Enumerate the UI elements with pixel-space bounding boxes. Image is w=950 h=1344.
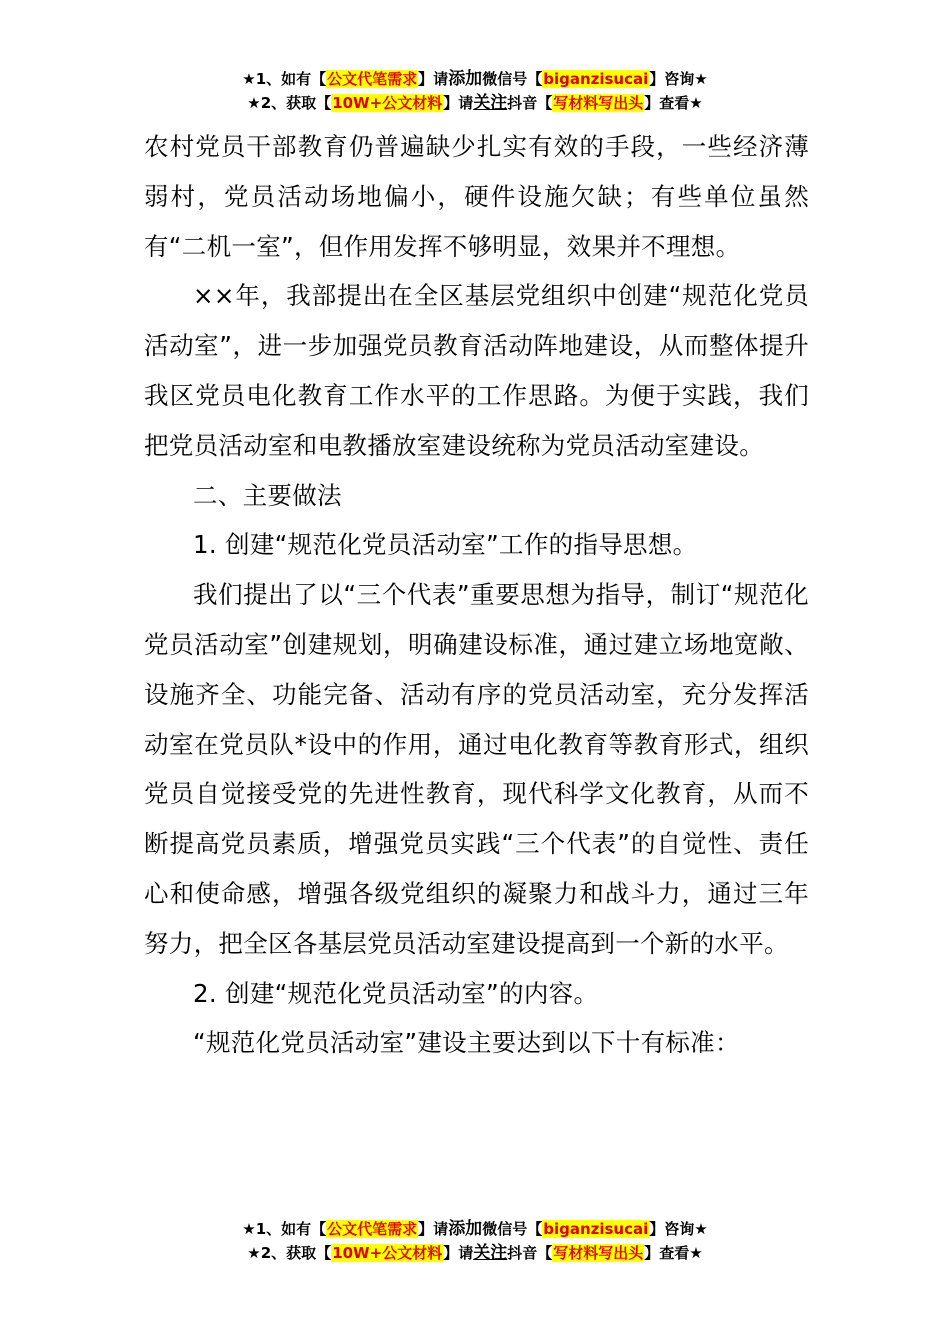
highlight-douyin-account: 写材料写出头 [553,1244,644,1262]
banner-text: 】咨询★ [649,1220,708,1238]
banner-text: 】请 [443,94,474,112]
document-body [144,122,809,1068]
highlight-wechat-id: biganzisucai [543,1220,649,1238]
highlight-service: 公文代笔需求 [327,70,418,88]
banner-text: 抖音【 [507,94,553,112]
section-heading: 二、主要做法 [193,480,342,510]
banner-emphasis: 添加 [448,1219,483,1239]
banner-text: 】请 [443,1244,474,1262]
paragraph: 我们提出了以“三个代表”重要思想为指导，制订“规范化党员活动室”创建规划，明确建设标准，通过建立场地宽敞、设施齐全、功能完备、活动有序的党员活动室，充分发挥活动室在党员队*设中的作用，通过电化教育等教育形式，组织党员自觉接受党的先进性教育，现代科学文化教育，从而不断提高党员素质，增强党员实践“三个代表”的自觉性、责任心和使命感，增强各级党组织的凝聚力和战斗力，通过三年努力，把全区各基层党员活动室建设提高到一个新的水平。 [144,580,809,958]
banner-emphasis: 添加 [448,69,483,89]
highlight-materials: 10W+公文材料 [332,94,443,112]
banner-text: 】查看★ [644,94,703,112]
banner-line-2 [0,1241,950,1265]
paragraph: ××年，我部提出在全区基层党组织中创建“规范化党员活动室”，进一步加强党员教育活动阵地建设，从而整体提升我区党员电化教育工作水平的工作思路。为便于实践，我们把党员活动室和电教播放室建设统称为党员活动室建设。 [144,281,809,460]
subheading: 1. 创建“规范化党员活动室”工作的指导思想。 [193,530,698,560]
banner-text: 】咨询★ [649,70,708,88]
banner-text: ★1、如有【 [242,1220,327,1238]
banner-text: 微信号【 [482,70,543,88]
banner-emphasis: 关注 [473,1243,508,1263]
banner-text: 】请 [418,70,449,88]
footer-banner [0,1217,950,1265]
highlight-wechat-id: biganzisucai [543,70,649,88]
banner-text: 】请 [418,1220,449,1238]
banner-text: ★1、如有【 [242,70,327,88]
header-banner [0,67,950,115]
banner-emphasis: 关注 [473,93,508,113]
paragraph: 农村党员干部教育仍普遍缺少扎实有效的手段，一些经济薄弱村，党员活动场地偏小，硬件设施欠缺；有些单位虽然有“二机一室”，但作用发挥不够明显，效果并不理想。 [144,132,809,261]
banner-text: ★2、获取【 [247,1244,332,1262]
banner-text: 微信号【 [482,1220,543,1238]
subheading: 2. 创建“规范化党员活动室”的内容。 [193,978,599,1008]
banner-line-1 [0,67,950,91]
banner-text: 】查看★ [644,1244,703,1262]
banner-text: 抖音【 [507,1244,553,1262]
banner-line-1 [0,1217,950,1241]
highlight-service: 公文代笔需求 [327,1220,418,1238]
banner-text: ★2、获取【 [247,94,332,112]
banner-line-2 [0,91,950,115]
highlight-materials: 10W+公文材料 [332,1244,443,1262]
highlight-douyin-account: 写材料写出头 [553,94,644,112]
paragraph: “规范化党员活动室”建设主要达到以下十有标准： [193,1028,740,1058]
